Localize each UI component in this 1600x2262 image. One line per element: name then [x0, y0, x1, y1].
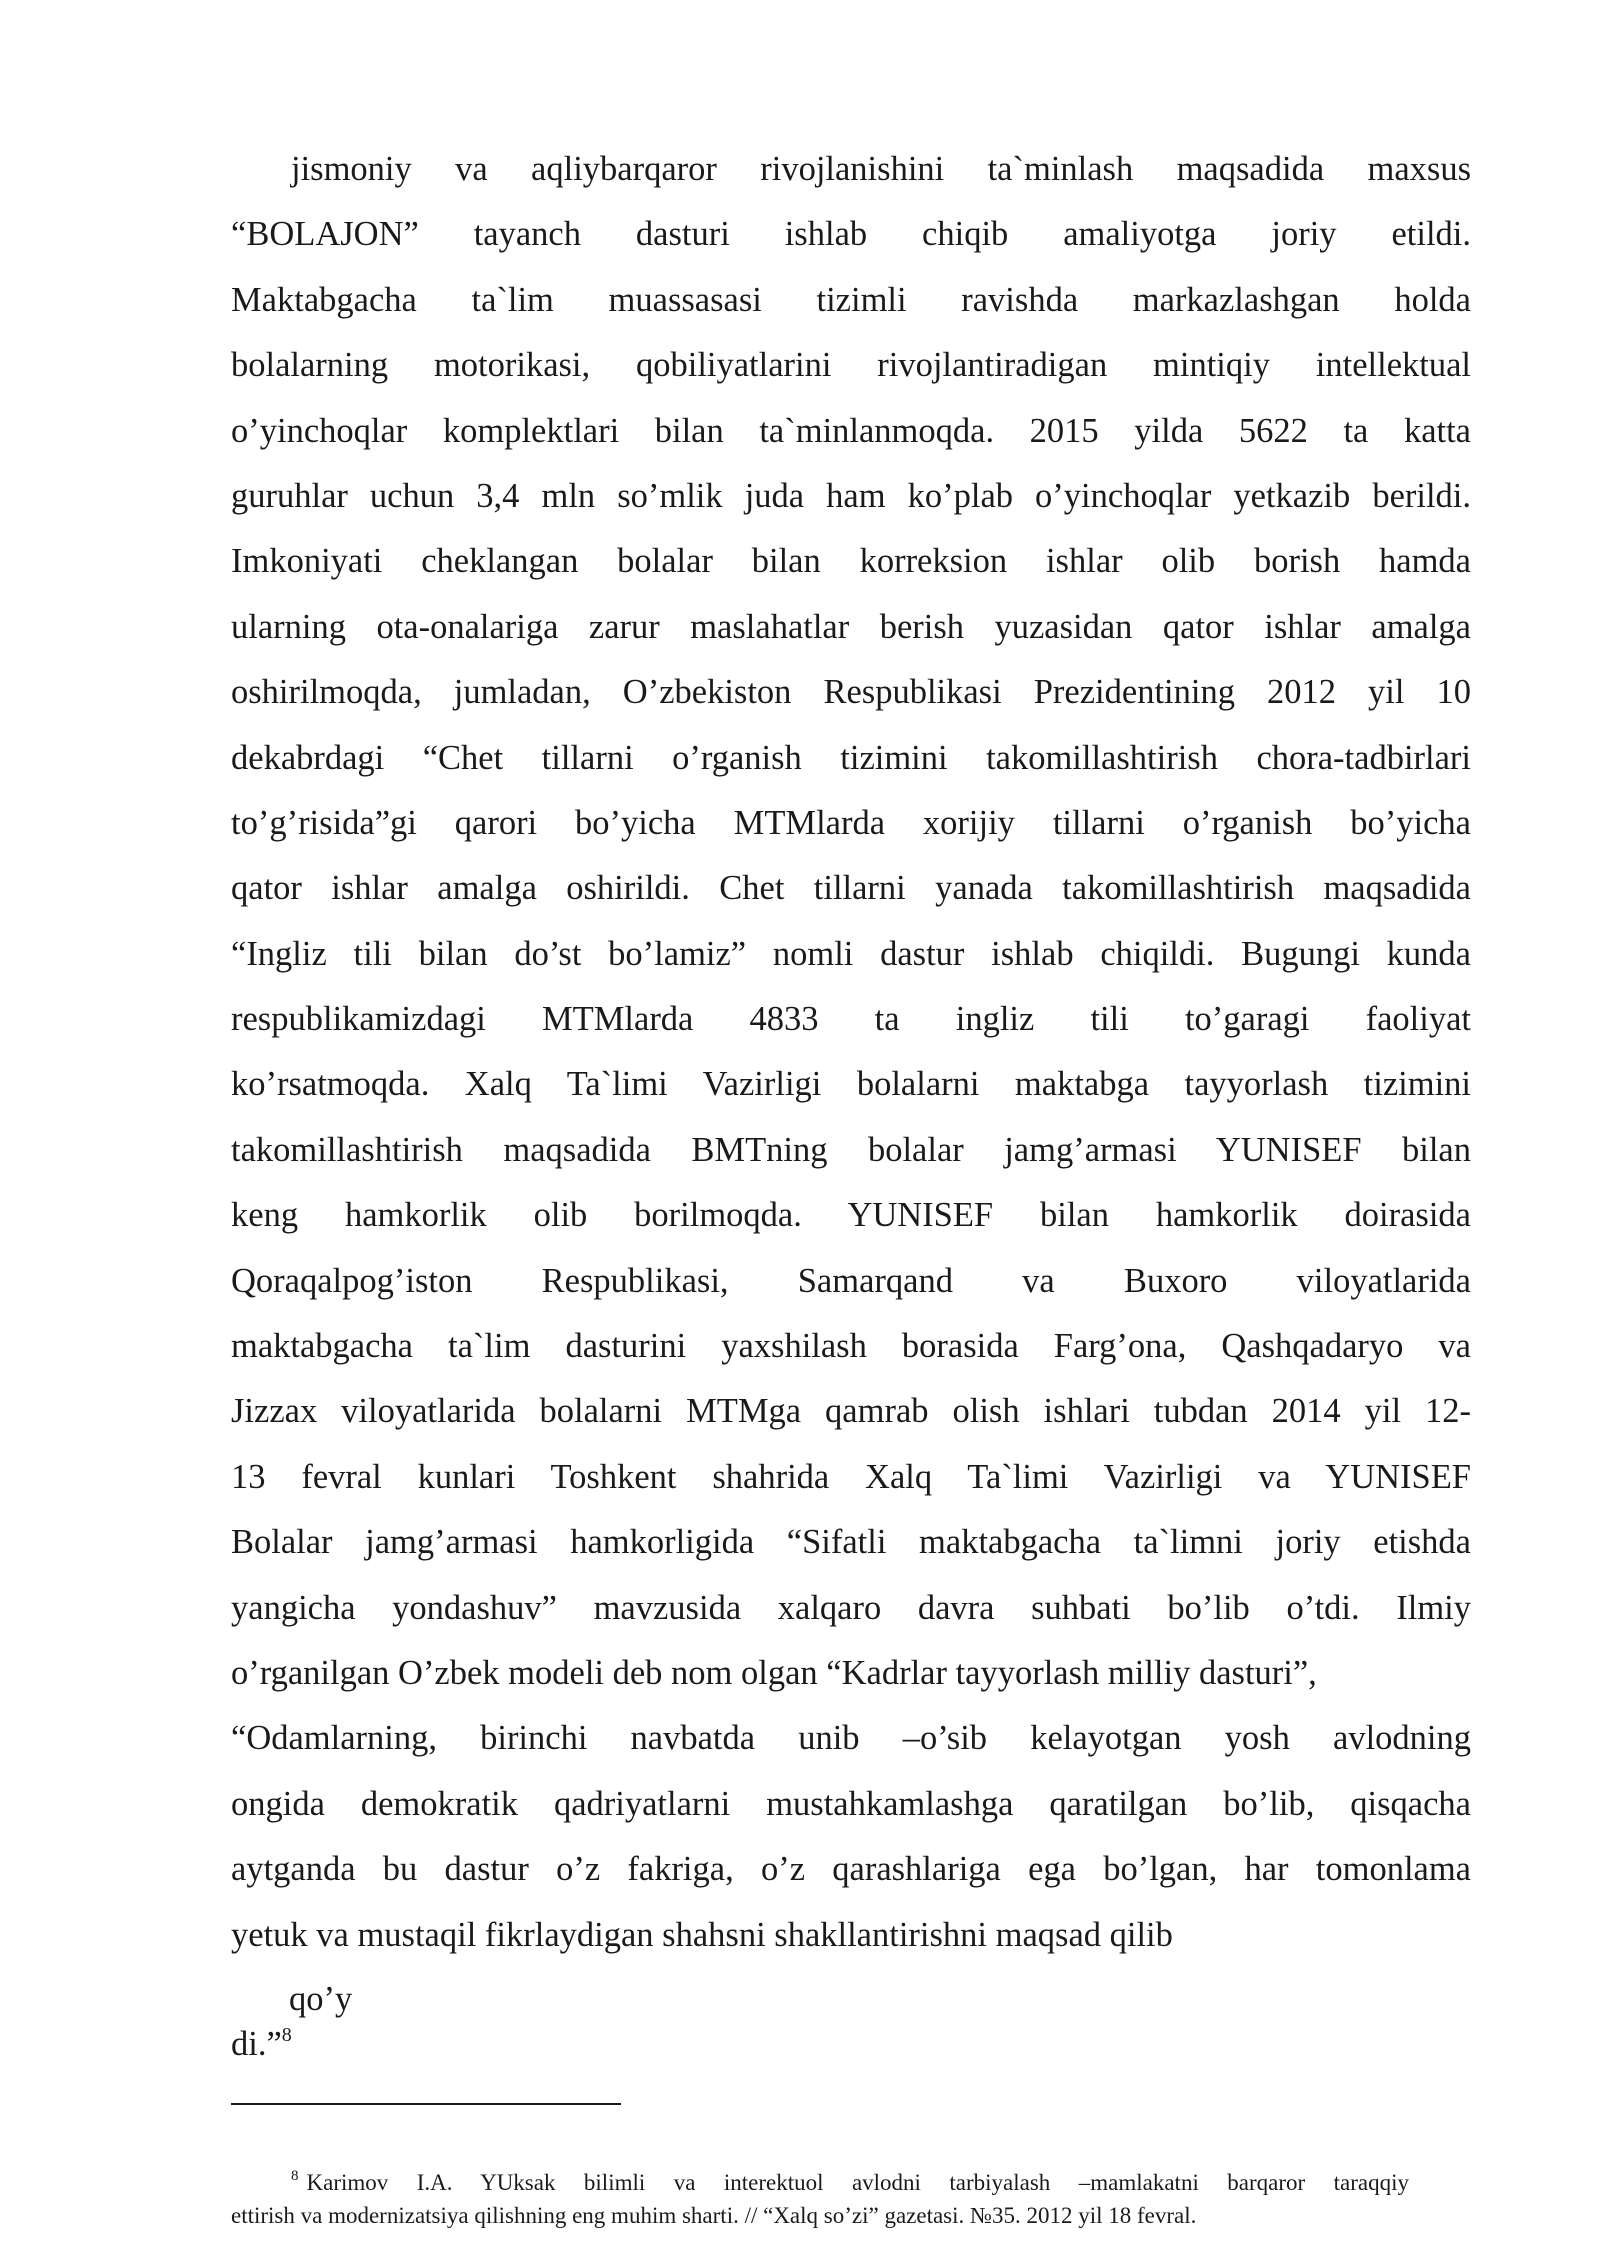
- body-line: aytganda bu dastur o’z fakriga, o’z qarashlariga ega bo’lgan, har tomonlama: [231, 1850, 1471, 1889]
- body-line: “Ingliz tili bilan do’st bo’lamiz” nomli dastur ishlab chiqildi. Bugungi kunda: [231, 934, 1471, 973]
- body-line: Maktabgacha ta`lim muassasasi tizimli ravishda markazlashgan holda: [231, 280, 1471, 319]
- footnote-text: Karimov I.A. YUksak bilimli va interektuol avlodni tarbiyalash –mamlakatni barqaror taraqqiy: [306, 2170, 1409, 2195]
- body-line: yetuk va mustaqil fikrlaydigan shahsni shakllantirishni maqsad qilib: [231, 1915, 1173, 1954]
- body-line: takomillashtirish maqsadida BMTning bolalar jamg’armasi YUNISEF bilan: [231, 1130, 1471, 1169]
- body-tail-line: qo’y: [289, 1980, 353, 2018]
- body-line: qator ishlar amalga oshirildi. Chet tillarni yanada takomillashtirish maqsadida: [231, 869, 1471, 908]
- body-line: o’yinchoqlar komplektlari bilan ta`minlanmoqda. 2015 yilda 5622 ta katta: [231, 411, 1471, 450]
- body-line: 13 fevral kunlari Toshkent shahrida Xalq Ta`limi Vazirligi va YUNISEF: [231, 1457, 1471, 1496]
- body-line: “Odamlarning, birinchi navbatda unib –o’sib kelayotgan yosh avlodning: [231, 1719, 1471, 1758]
- body-line: ularning ota-onalariga zarur maslahatlar berish yuzasidan qator ishlar amalga: [231, 607, 1471, 646]
- footnote-line: ettirish va modernizatsiya qilishning eng muhim sharti. // “Xalq so’zi” gazetasi. №35. 2012 yil 18 fevral.: [231, 2203, 1197, 2228]
- footnote: [231, 2168, 1409, 2230]
- body-line: jismoniy va aqliybarqaror rivojlanishini ta`minlash maqsadida maxsus: [291, 150, 1471, 188]
- body-paragraph: [231, 137, 1471, 1968]
- body-line: Jizzax viloyatlarida bolalarni MTMga qamrab olish ishlari tubdan 2014 yil 12-: [231, 1392, 1471, 1431]
- body-tail-line: [231, 2024, 292, 2069]
- body-line: respublikamizdagi MTMlarda 4833 ta ingliz tili to’garagi faoliyat: [231, 1000, 1471, 1039]
- body-line: ko’rsatmoqda. Xalq Ta`limi Vazirligi bolalarni maktabga tayyorlash tizimini: [231, 1065, 1471, 1104]
- footnote-reference[interactable]: 8: [281, 2024, 292, 2046]
- body-tail-text: di.”: [231, 2025, 282, 2063]
- body-line: oshirilmoqda, jumladan, O’zbekiston Respublikasi Prezidentining 2012 yil 10: [231, 673, 1471, 712]
- body-line: bolalarning motorikasi, qobiliyatlarini rivojlantiradigan mintiqiy intellektual: [231, 346, 1471, 385]
- body-line: Bolalar jamg’armasi hamkorligida “Sifatli maktabgacha ta`limni joriy etishda: [231, 1523, 1471, 1562]
- body-line: guruhlar uchun 3,4 mln so’mlik juda ham ko’plab o’yinchoqlar yetkazib berildi.: [231, 476, 1471, 515]
- body-line: o’rganilgan O’zbek modeli deb nom olgan “Kadrlar tayyorlash milliy dasturi”,: [231, 1653, 1317, 1692]
- body-line: keng hamkorlik olib borilmoqda. YUNISEF bilan hamkorlik doirasida: [231, 1196, 1471, 1235]
- footnote-separator: [231, 2103, 621, 2105]
- body-line: maktabgacha ta`lim dasturini yaxshilash borasida Farg’ona, Qashqadaryo va: [231, 1327, 1471, 1366]
- body-line: ongida demokratik qadriyatlarni mustahkamlashga qaratilgan bo’lib, qisqacha: [231, 1784, 1471, 1823]
- body-line: to’g’risida”gi qarori bo’yicha MTMlarda xorijiy tillarni o’rganish bo’yicha: [231, 803, 1471, 842]
- body-line: “BOLAJON” tayanch dasturi ishlab chiqib amaliyotga joriy etildi.: [231, 215, 1471, 254]
- body-line: yangicha yondashuv” mavzusida xalqaro davra suhbati bo’lib o’tdi. Ilmiy: [231, 1588, 1471, 1627]
- body-line: Qoraqalpog’iston Respublikasi, Samarqand va Buxoro viloyatlarida: [231, 1261, 1471, 1300]
- body-line: dekabrdagi “Chet tillarni o’rganish tizimini takomillashtirish chora-tadbirlari: [231, 738, 1471, 777]
- body-line: Imkoniyati cheklangan bolalar bilan korreksion ishlar olib borish hamda: [231, 542, 1471, 581]
- footnote-line: [231, 2168, 1409, 2201]
- footnote-mark: 8: [291, 2168, 299, 2184]
